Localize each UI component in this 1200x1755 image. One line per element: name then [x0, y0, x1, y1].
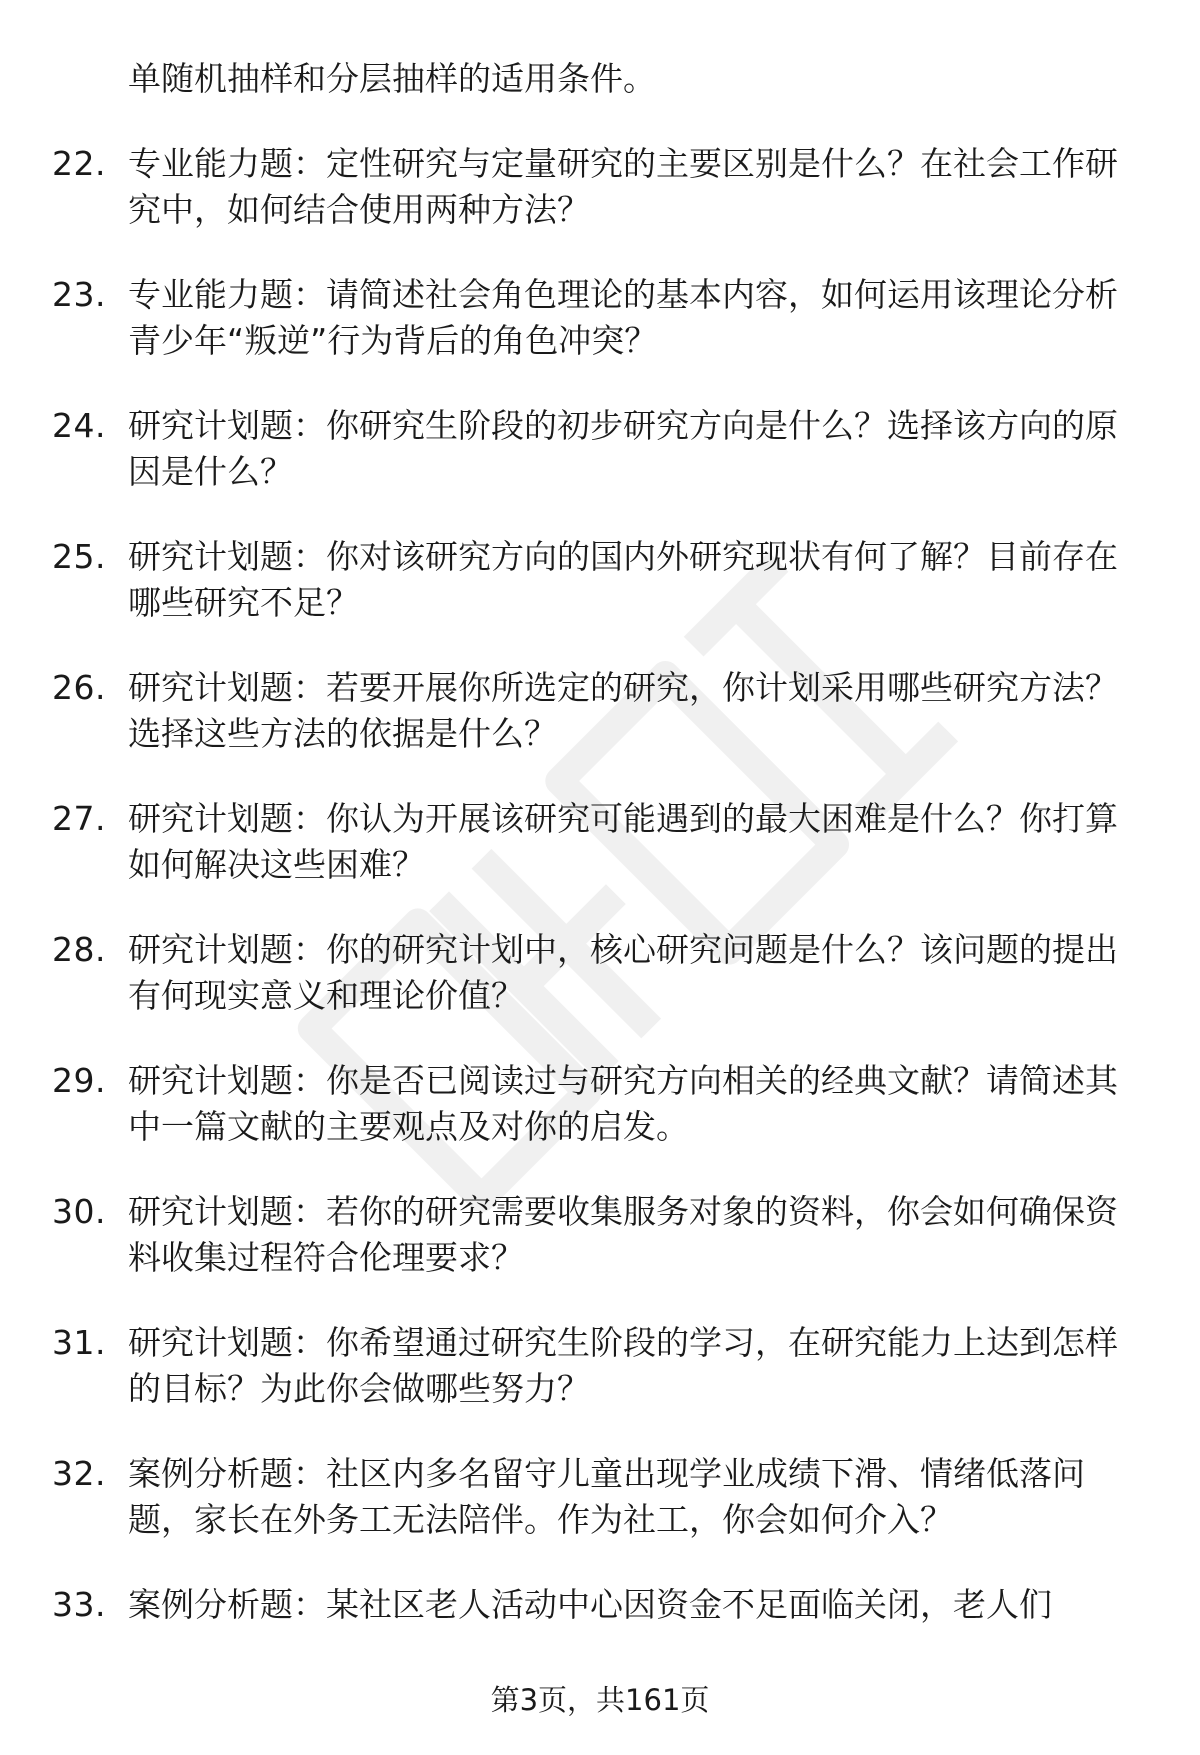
- item-number: 26.: [52, 668, 106, 707]
- item-text: 案例分析题：社区内多名留守儿童出现学业成绩下滑、情绪低落问题，家长在外务工无法陪伴。作为社工，你会如何介入？: [128, 1454, 1085, 1539]
- item-text: 专业能力题：定性研究与定量研究的主要区别是什么？在社会工作研究中，如何结合使用两种方法？: [128, 144, 1118, 229]
- item-text: 研究计划题：你认为开展该研究可能遇到的最大困难是什么？你打算如何解决这些困难？: [128, 799, 1118, 884]
- item-number: 25.: [52, 537, 106, 576]
- item-number: 28.: [52, 930, 106, 969]
- item-number: 23.: [52, 275, 106, 314]
- list-item: [52, 272, 1148, 364]
- item-number: 31.: [52, 1323, 106, 1362]
- item-number: 30.: [52, 1192, 106, 1231]
- list-item: [52, 1058, 1148, 1150]
- list-item: [52, 665, 1148, 757]
- page-footer: 第3页，共161页: [490, 1683, 710, 1717]
- list-item: [52, 796, 1148, 888]
- list-item: [52, 403, 1148, 495]
- item-text: 研究计划题：若你的研究需要收集服务对象的资料，你会如何确保资料收集过程符合伦理要求？: [128, 1192, 1118, 1277]
- item-number: 27.: [52, 799, 106, 838]
- item-text: 研究计划题：若要开展你所选定的研究，你计划采用哪些研究方法？选择这些方法的依据是什么？: [128, 668, 1118, 753]
- item-number: 29.: [52, 1061, 106, 1100]
- item-number: 33.: [52, 1585, 106, 1624]
- item-text: 专业能力题：请简述社会角色理论的基本内容，如何运用该理论分析青少年“叛逆”行为背后的角色冲突？: [128, 275, 1118, 360]
- item-text: 研究计划题：你研究生阶段的初步研究方向是什么？选择该方向的原因是什么？: [128, 406, 1118, 491]
- item-text: 案例分析题：某社区老人活动中心因资金不足面临关闭，老人们: [128, 1585, 1052, 1624]
- continuation-text: 单随机抽样和分层抽样的适用条件。: [128, 59, 656, 98]
- item-text: 研究计划题：你的研究计划中，核心研究问题是什么？该问题的提出有何现实意义和理论价值？: [128, 930, 1118, 1015]
- item-text: 研究计划题：你是否已阅读过与研究方向相关的经典文献？请简述其中一篇文献的主要观点及对你的启发。: [128, 1061, 1118, 1146]
- list-item: [52, 927, 1148, 1019]
- list-item: [52, 534, 1148, 626]
- list-item: [52, 1189, 1148, 1281]
- list-item: [52, 1320, 1148, 1412]
- question-list: [52, 56, 1148, 1667]
- item-number: 32.: [52, 1454, 106, 1493]
- item-text: 研究计划题：你希望通过研究生阶段的学习，在研究能力上达到怎样的目标？为此你会做哪些努力？: [128, 1323, 1118, 1408]
- item-number: 22.: [52, 144, 106, 183]
- item-number: 24.: [52, 406, 106, 445]
- list-item: [52, 141, 1148, 233]
- list-item: [52, 1582, 1148, 1628]
- item-text: 研究计划题：你对该研究方向的国内外研究现状有何了解？目前存在哪些研究不足？: [128, 537, 1118, 622]
- list-item: [52, 1451, 1148, 1543]
